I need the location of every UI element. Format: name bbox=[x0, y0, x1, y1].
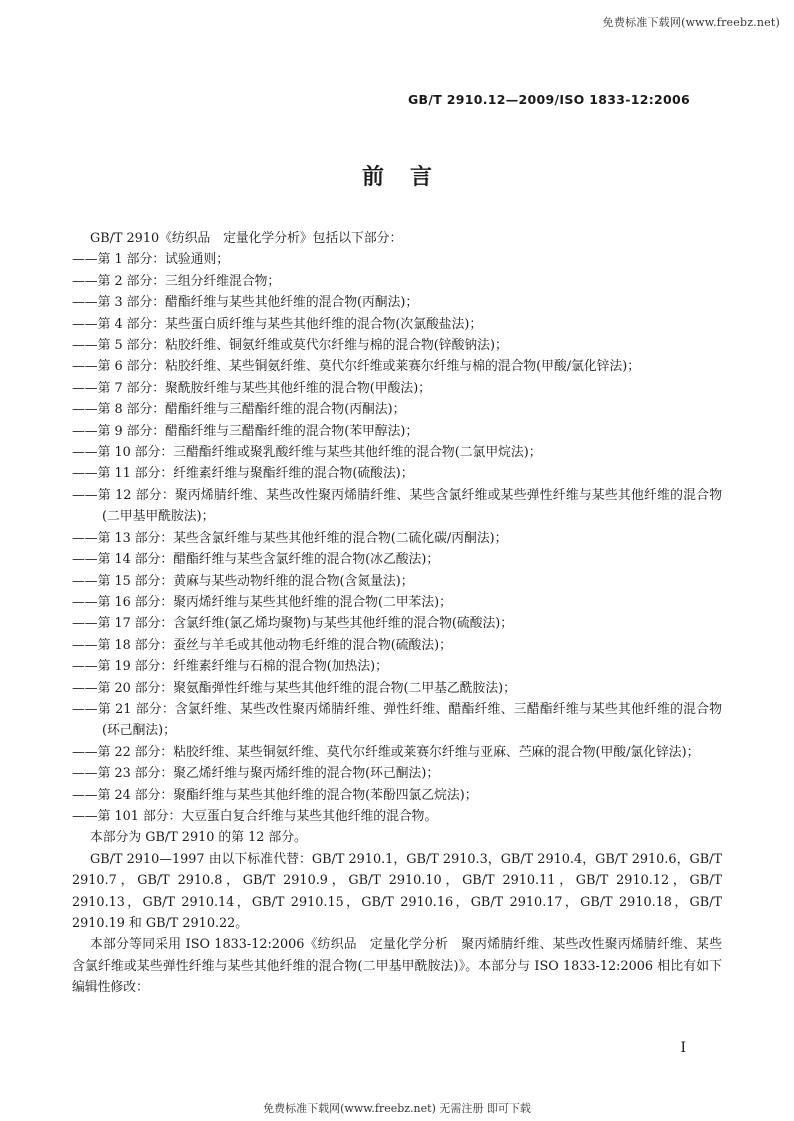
list-item: ——第 17 部分：含氯纤维(氯乙烯均聚物)与某些其他纤维的混合物(硫酸法)； bbox=[72, 616, 514, 632]
list-item: ——第 15 部分：黄麻与某些动物纤维的混合物(含氮量法)； bbox=[72, 573, 414, 589]
list-item: ——第 7 部分：聚酰胺纤维与某些其他纤维的混合物(甲酸法)； bbox=[72, 380, 431, 396]
intro-text: GB/T 2910《纺织品 定量化学分析》包括以下部分： bbox=[90, 231, 403, 246]
list-item: ——第 16 部分：聚丙烯纤维与某些其他纤维的混合物(二甲苯法)； bbox=[72, 594, 452, 610]
list-item: ——第 24 部分：聚酯纤维与某些其他纤维的混合物(苯酚四氯乙烷法)； bbox=[72, 787, 478, 803]
list-item: ——第 19 部分：纤维素纤维与石棉的混合物(加热法)； bbox=[72, 659, 388, 675]
list-item: ——第 13 部分：某些含氯纤维与某些其他纤维的混合物(二硫化碳/丙酮法)； bbox=[72, 530, 508, 546]
list-item: ——第 22 部分：粘胶纤维、某些铜氨纤维、莫代尔纤维或莱赛尔纤维与亚麻、苎麻的混合物(甲酸/氯化锌法)； bbox=[72, 744, 700, 760]
document-body bbox=[72, 228, 722, 999]
watermark-top: 免费标准下载网(www.freebz.net) bbox=[602, 16, 780, 29]
list-item: ——第 5 部分：粘胶纤维、铜氨纤维或莫代尔纤维与棉的混合物(锌酸钠法)； bbox=[72, 338, 508, 354]
list-item: ——第 11 部分：纤维素纤维与聚酯纤维的混合物(硫酸法)； bbox=[72, 466, 414, 482]
part-statement: 本部分为 GB/T 2910 的第 12 部分。 bbox=[90, 830, 307, 846]
parts-list bbox=[72, 249, 722, 827]
list-item: ——第 9 部分：醋酯纤维与三醋酯纤维的混合物(苯甲醇法)； bbox=[72, 423, 419, 439]
list-item: ——第 10 部分：三醋酯纤维或聚乳酸纤维与某些其他纤维的混合物(二氯甲烷法)； bbox=[72, 445, 542, 461]
list-item: ——第 8 部分：醋酯纤维与三醋酯纤维的混合物(丙酮法)； bbox=[72, 402, 406, 418]
adoption-paragraph: 本部分等同采用 ISO 1833-12:2006《纺织品 定量化学分析 聚丙烯腈纤维、某些改性聚丙烯腈纤维、某些含氯纤维或某些弹性纤维与某些其他纤维的混合物(二甲基甲酰胺法)》。本部分与 ISO 1833-12:2006 相比有如下编辑性修改： bbox=[72, 937, 722, 996]
list-item: ——第 1 部分：试验通则； bbox=[72, 252, 230, 268]
list-item: ——第 23 部分：聚乙烯纤维与聚丙烯纤维的混合物(环己酮法)； bbox=[72, 766, 440, 782]
list-item: ——第 18 部分：蚕丝与羊毛或其他动物毛纤维的混合物(硫酸法)； bbox=[72, 637, 452, 653]
standard-code: GB/T 2910.12—2009/ISO 1833-12:2006 bbox=[407, 92, 690, 107]
list-item: ——第 12 部分：聚丙烯腈纤维、某些改性聚丙烯腈纤维、某些含氯纤维或某些弹性纤维与某些其他纤维的混合物(二甲基甲酰胺法)； bbox=[72, 487, 722, 525]
replaces-paragraph: GB/T 2910—1997 由以下标准代替：GB/T 2910.1，GB/T 2910.3，GB/T 2910.4，GB/T 2910.6，GB/T 2910.7，GB/T 2910.8，GB/T 2910.9，GB/T 2910.10，GB/T 2910.11，GB/T 2910.12，GB/T 2910.13，GB/T 2910.14，GB/T 2910.15，GB/T 2910.16，GB/T 2910.17，GB/T 2910.18，GB/T 2910.19 和 GB/T 2910.22。 bbox=[72, 851, 722, 931]
list-item: ——第 21 部分：含氯纤维、某些改性聚丙烯腈纤维、弹性纤维、醋酯纤维、三醋酯纤维与某些其他纤维的混合物(环己酮法)； bbox=[72, 701, 722, 739]
list-item: ——第 3 部分：醋酯纤维与某些其他纤维的混合物(丙酮法)； bbox=[72, 295, 419, 311]
list-item: ——第 20 部分：聚氨酯弹性纤维与某些其他纤维的混合物(二甲基乙酰胺法)； bbox=[72, 680, 516, 696]
list-item: ——第 14 部分：醋酯纤维与某些含氯纤维的混合物(冰乙酸法)； bbox=[72, 552, 440, 568]
list-item: ——第 2 部分：三组分纤维混合物； bbox=[72, 273, 281, 289]
watermark-bottom: 免费标准下载网(www.freebz.net) 无需注册 即可下载 bbox=[263, 1102, 531, 1115]
list-item: ——第 101 部分：大豆蛋白复合纤维与某些其他纤维的混合物。 bbox=[72, 808, 438, 824]
page-title: 前言 bbox=[361, 164, 458, 190]
page-number: I bbox=[680, 1040, 686, 1056]
list-item: ——第 4 部分：某些蛋白质纤维与某些其他纤维的混合物(次氯酸盐法)； bbox=[72, 316, 483, 332]
list-item: ——第 6 部分：粘胶纤维、某些铜氨纤维、莫代尔纤维或莱赛尔纤维与棉的混合物(甲酸/氯化锌法)； bbox=[72, 359, 641, 375]
